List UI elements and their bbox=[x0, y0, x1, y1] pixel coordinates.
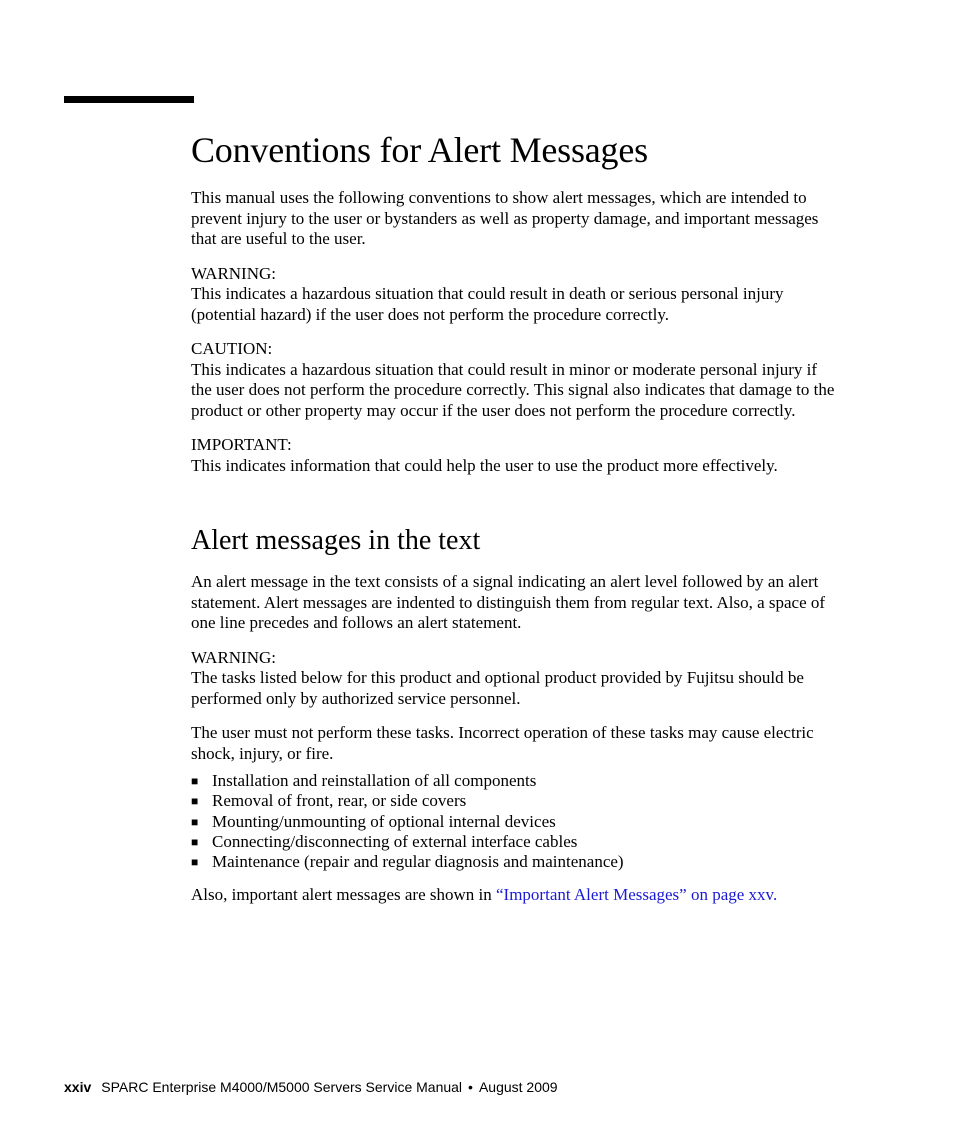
list-item-text: Installation and reinstallation of all components bbox=[212, 771, 537, 790]
section-intro: An alert message in the text consists of a signal indicating an alert level followed by an alert statement. Alert messages are indented to distinguish them from regular text. Also, a space of one line precedes and follows an alert statement. bbox=[191, 572, 826, 632]
important-convention bbox=[191, 435, 836, 476]
caution-text: This indicates a hazardous situation that could result in minor or moderate personal injury if the user does not perform the procedure correctly. This signal also indicates that damage to the product or other property may occur if the user does not perform the procedure correctly. bbox=[191, 359, 835, 420]
closing-text: Also, important alert messages are shown in bbox=[191, 885, 496, 905]
task-list bbox=[191, 771, 836, 872]
page-footer bbox=[64, 1078, 558, 1096]
bullet-square-icon: ■ bbox=[191, 794, 199, 809]
main-content bbox=[191, 126, 836, 906]
list-item-text: Maintenance (repair and regular diagnosis and maintenance) bbox=[212, 852, 624, 872]
important-label: IMPORTANT: bbox=[191, 435, 292, 454]
list-item-text: Connecting/disconnecting of external interface cables bbox=[212, 831, 578, 851]
caution-convention bbox=[191, 339, 836, 421]
footer-date: August 2009 bbox=[478, 1079, 558, 1095]
user-restriction-text: The user must not perform these tasks. Incorrect operation of these tasks may cause electric shock, injury, or fire. bbox=[191, 723, 814, 763]
bullet-square-icon: ■ bbox=[191, 774, 199, 788]
bullet-square-icon: ■ bbox=[191, 855, 199, 870]
alert-warning-label: WARNING: bbox=[191, 647, 276, 667]
chapter-rule bbox=[64, 96, 194, 103]
footer-doc-title: SPARC Enterprise M4000/M5000 Servers Service Manual bbox=[101, 1079, 463, 1095]
list-item bbox=[191, 832, 836, 852]
list-item-text: Removal of front, rear, or side covers bbox=[212, 791, 467, 811]
warning-text: This indicates a hazardous situation that could result in death or serious personal injury (potential hazard) if the user does not perform the procedure correctly. bbox=[191, 284, 784, 324]
page-title: Conventions for Alert Messages bbox=[191, 130, 648, 170]
list-item bbox=[191, 771, 836, 791]
footer-separator: • bbox=[468, 1079, 473, 1095]
caution-label: CAUTION: bbox=[191, 339, 273, 358]
intro-paragraph: This manual uses the following conventions to show alert messages, which are intended to prevent injury to the user or bystanders as well as property damage, and important messages that are useful to the user. bbox=[191, 188, 819, 248]
important-alert-messages-link[interactable]: “Important Alert Messages” on page xxv. bbox=[496, 885, 778, 905]
closing-paragraph bbox=[191, 885, 836, 906]
list-item-text: Mounting/unmounting of optional internal devices bbox=[212, 811, 556, 831]
warning-convention bbox=[191, 264, 836, 326]
bullet-square-icon: ■ bbox=[191, 834, 199, 849]
alert-warning-text: The tasks listed below for this product and optional product provided by Fujitsu should be performed only by authorized service personnel. bbox=[191, 668, 804, 708]
list-item bbox=[191, 852, 836, 872]
warning-label: WARNING: bbox=[191, 263, 276, 283]
page-number: xxiv bbox=[64, 1079, 92, 1095]
section-heading: Alert messages in the text bbox=[191, 525, 481, 556]
list-item bbox=[191, 812, 836, 832]
bullet-square-icon: ■ bbox=[191, 814, 199, 829]
list-item bbox=[191, 791, 836, 811]
alert-warning bbox=[191, 648, 836, 710]
important-text: This indicates information that could help the user to use the product more effectively. bbox=[191, 455, 778, 475]
